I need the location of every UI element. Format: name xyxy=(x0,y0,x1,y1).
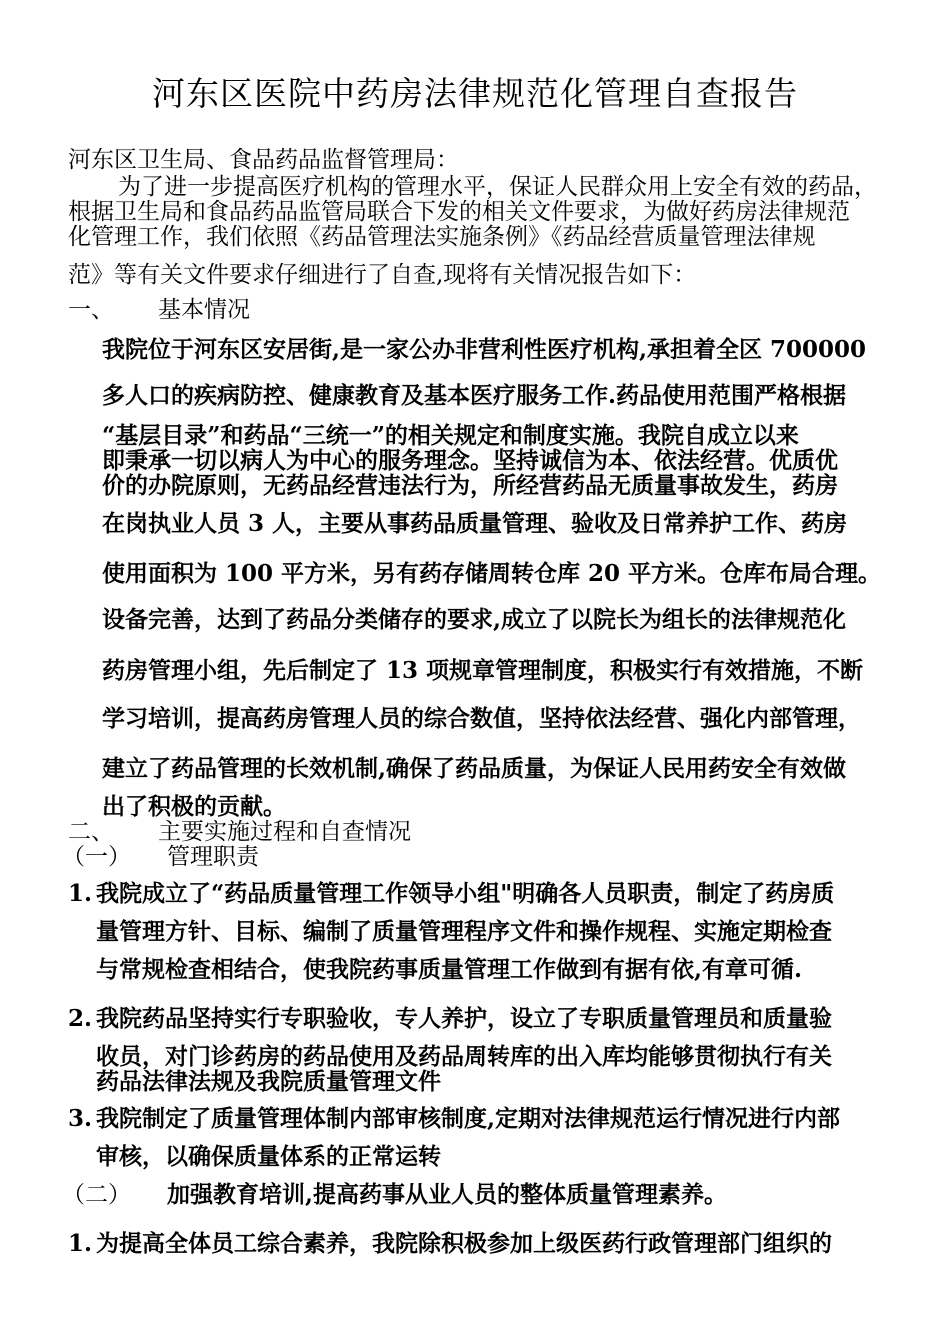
section-number: 二、 xyxy=(68,819,114,845)
section-1-line: 建立了药品管理的长效机制,确保了药品质量，为保证人民用药安全有效做 xyxy=(102,755,847,782)
list-item xyxy=(0,1004,950,1034)
list-item xyxy=(0,1104,950,1134)
item-line: 与常规检查相结合，使我院药事质量管理工作做到有据有依,有章可循. xyxy=(96,956,803,983)
intro-line: 化管理工作，我们依照《药品管理法实施条例》《药品经营质量管理法律规 xyxy=(68,224,816,250)
item-line: 量管理方针、目标、编制了质量管理程序文件和操作规程、实施定期检查 xyxy=(96,918,832,945)
section-1-line: 药房管理小组，先后制定了 13 项规章管理制度，积极实行有效措施，不断 xyxy=(102,657,864,684)
section-number: 一、 xyxy=(68,297,114,323)
section-1-line: “基层目录”和药品“三统一”的相关规定和制度实施。我院自成立以来 xyxy=(102,422,799,449)
subsection-title: 加强教育培训,提高药事从业人员的整体质量管理素养。 xyxy=(167,1181,728,1208)
section-title: 基本情况 xyxy=(158,297,250,323)
section-1-line: 多人口的疾病防控、健康教育及基本医疗服务工作.药品使用范围严格根据 xyxy=(102,382,847,409)
subsection-number: （二） xyxy=(62,1182,131,1208)
section-1-line: 在岗执业人员 3 人，主要从事药品质量管理、验收及日常养护工作、药房 xyxy=(102,510,848,537)
section-1-line: 价的办院原则，无药品经营违法行为，所经营药品无质量事故发生，药房 xyxy=(102,472,838,499)
item-number: 2. xyxy=(68,1005,93,1032)
section-1-line: 出了积极的贡献。 xyxy=(102,793,286,820)
section-1-line: 学习培训，提高药房管理人员的综合数值，坚持依法经营、强化内部管理， xyxy=(102,705,861,732)
item-number: 1. xyxy=(68,880,93,907)
document-title: 河东区医院中药房法律规范化管理自查报告 xyxy=(152,74,798,113)
item-number: 3. xyxy=(68,1105,93,1132)
item-number: 1. xyxy=(68,1230,93,1257)
list-item xyxy=(0,879,950,909)
recipient-line: 河东区卫生局、食品药品监督管理局： xyxy=(68,147,459,173)
intro-line: 为了进一步提高医疗机构的管理水平，保证人民群众用上安全有效的药品， xyxy=(118,174,877,200)
item-line: 审核，以确保质量体系的正常运转 xyxy=(96,1143,441,1170)
intro-line: 根据卫生局和食品药品监管局联合下发的相关文件要求，为做好药房法律规范 xyxy=(68,199,850,225)
item-line: 我院药品坚持实行专职验收，专人养护，设立了专职质量管理员和质量验 xyxy=(96,1005,832,1032)
item-line: 收员，对门诊药房的药品使用及药品周转库的出入库均能够贯彻执行有关 xyxy=(96,1043,832,1070)
section-1-line: 使用面积为 100 平方米，另有药存储周转仓库 20 平方米。仓库布局合理。 xyxy=(102,560,882,587)
section-title: 主要实施过程和自查情况 xyxy=(158,819,411,845)
subsection-2-heading xyxy=(62,1180,727,1210)
subsection-1-heading xyxy=(62,842,259,872)
section-1-line: 即秉承一切以病人为中心的服务理念。坚持诚信为本、依法经营。优质优 xyxy=(102,447,838,474)
item-line: 我院成立了“药品质量管理工作领导小组"明确各人员职责，制定了药房质 xyxy=(96,880,835,907)
item-line: 药品法律法规及我院质量管理文件 xyxy=(96,1068,441,1095)
section-1-heading xyxy=(68,295,250,325)
item-line: 我院制定了质量管理体制内部审核制度,定期对法律规范运行情况进行内部 xyxy=(96,1105,841,1132)
item-line: 为提高全体员工综合素养，我院除积极参加上级医药行政管理部门组织的 xyxy=(96,1230,832,1257)
intro-line: 范》等有关文件要求仔细进行了自查,现将有关情况报告如下： xyxy=(68,262,697,288)
list-item xyxy=(0,1229,950,1259)
section-1-line: 设备完善，达到了药品分类储存的要求,成立了以院长为组长的法律规范化 xyxy=(102,606,847,633)
section-1-line: 我院位于河东区安居街,是一家公办非营利性医疗机构,承担着全区 700000 xyxy=(102,336,867,363)
subsection-number: （一） xyxy=(62,844,131,870)
subsection-title: 管理职责 xyxy=(167,844,259,870)
